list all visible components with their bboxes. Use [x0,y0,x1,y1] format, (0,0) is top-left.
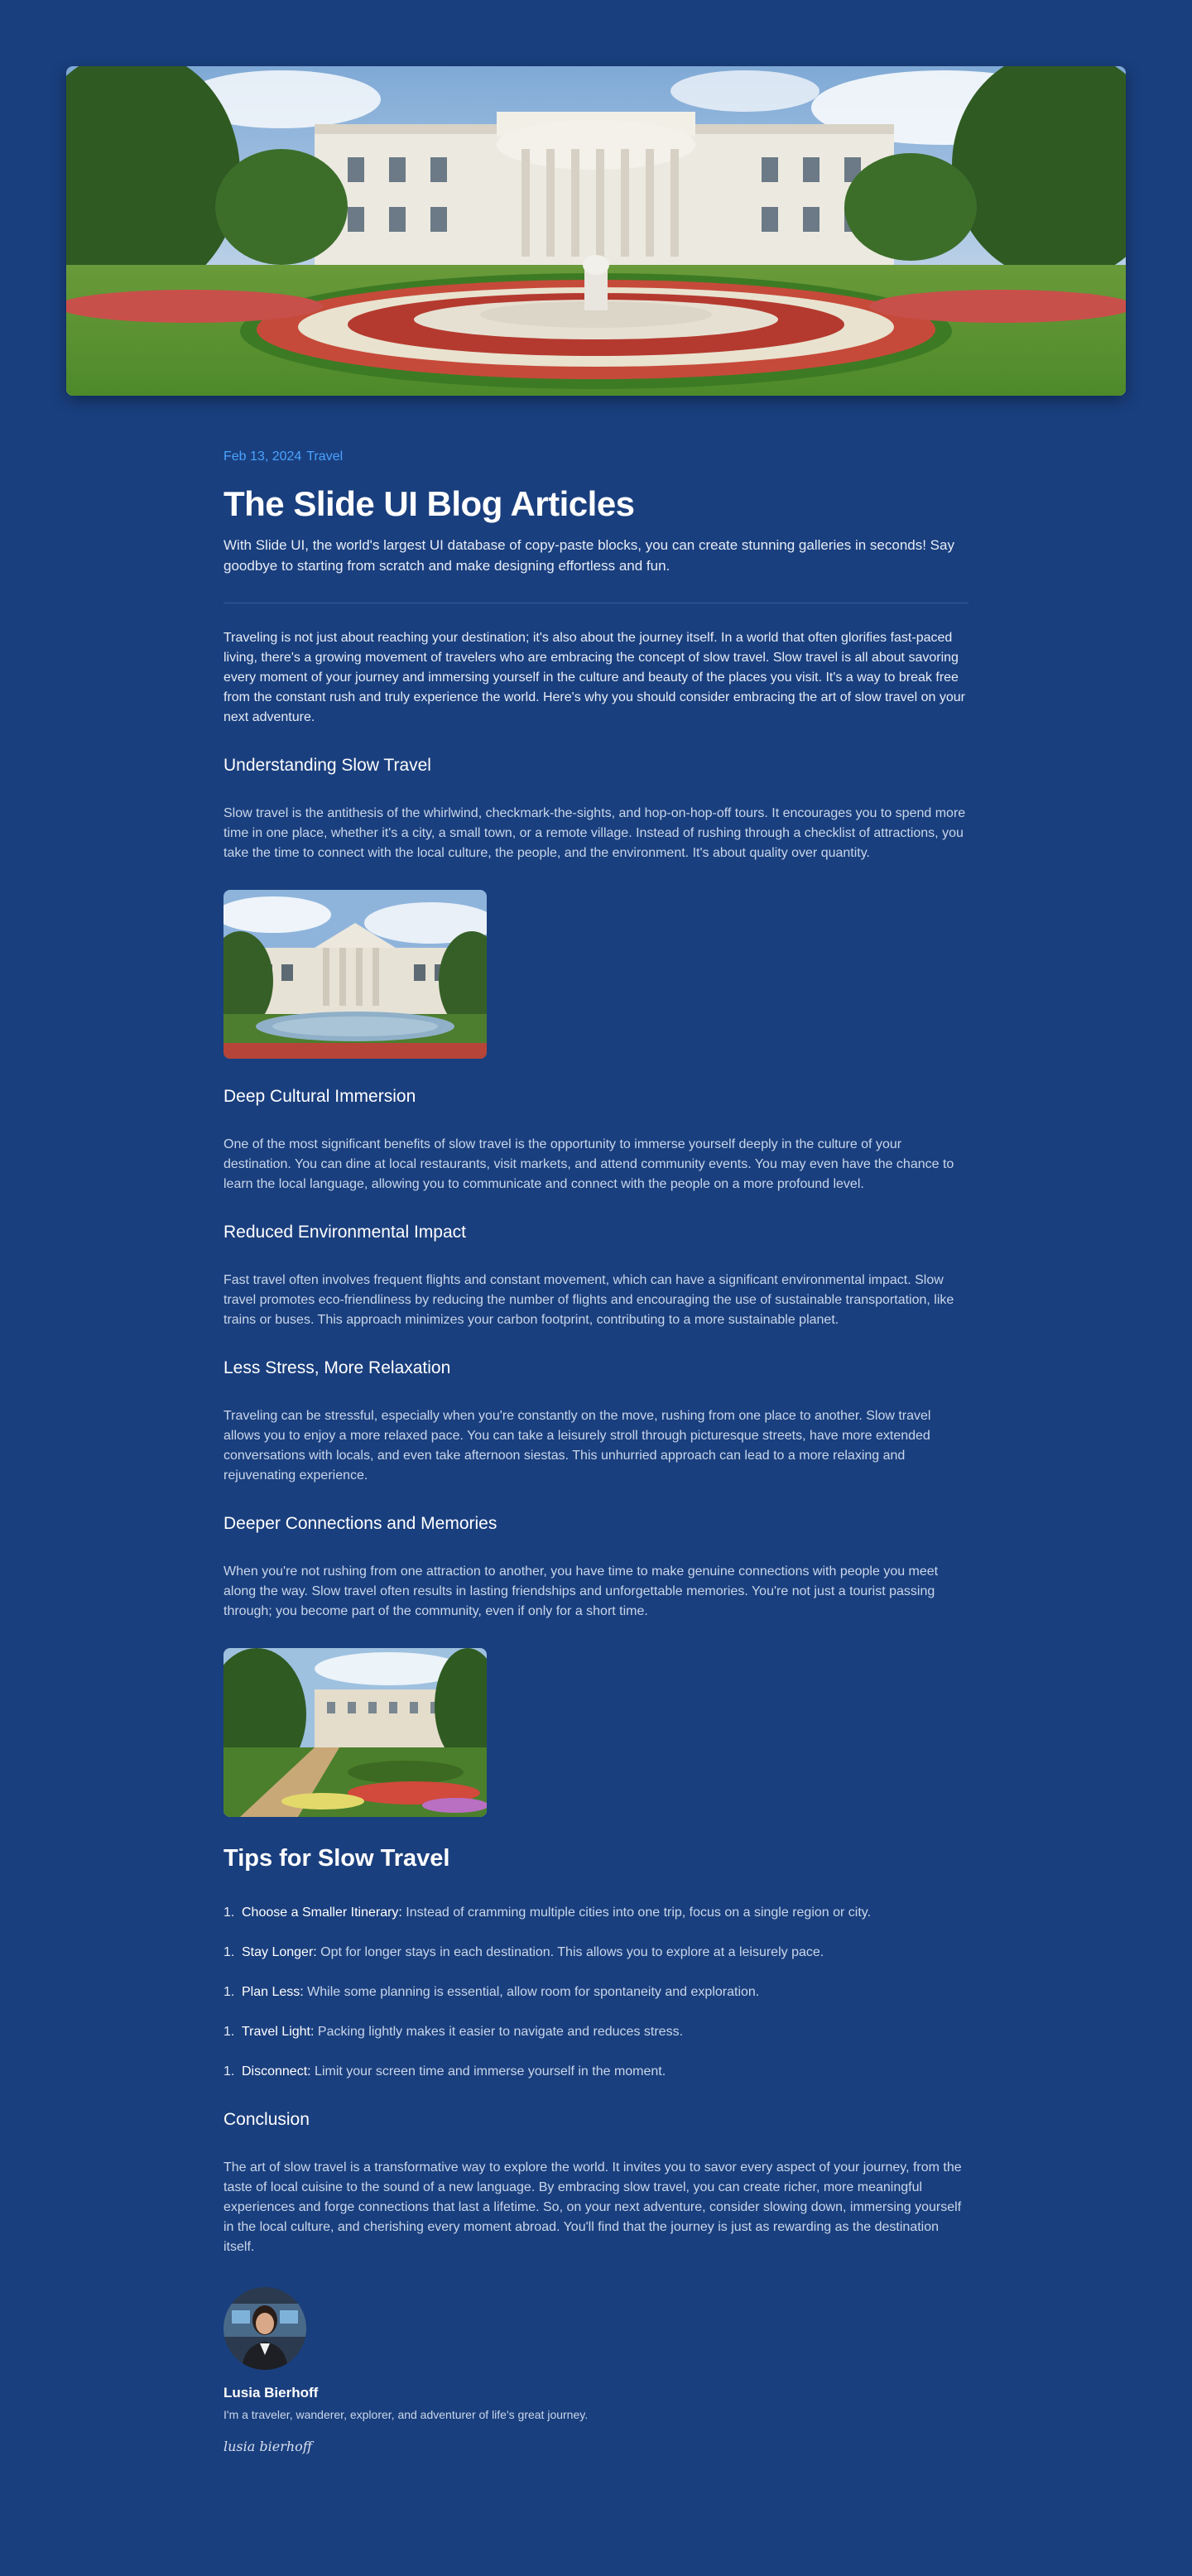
section-body: One of the most significant benefits of slow travel is the opportunity to immerse yourself deeply in the culture of your destination. You can dine at local restaurants, visit markets, and attend community events. You may even have the chance to learn the local language, allowing you to communicate and connect with the people on a more profound level. [223,1137,954,1191]
tip-label: Disconnect: [242,2064,311,2079]
article [223,447,968,2463]
tip-text: Packing lightly makes it easier to navigate and reduces stress. [314,2025,684,2039]
tip-item: 1. Disconnect: Limit your screen time and immerse yourself in the moment. [223,2064,666,2079]
tip-label: Choose a Smaller Itinerary: [242,1906,402,1920]
tip-text: While some planning is essential, allow room for spontaneity and exploration. [303,1985,760,1999]
tip-item: 1. Travel Light: Packing lightly makes it easier to navigate and reduces stress. [223,2025,684,2039]
tip-label: Stay Longer: [242,1945,317,1959]
tips-list [223,1903,968,2082]
hero-image [66,66,1126,396]
tip-label: Travel Light: [242,2025,315,2039]
tip-item: 1. Choose a Smaller Itinerary: Instead of cramming multiple cities into one trip, focus on a single region or city. [223,1906,872,1920]
author-signature [223,2429,323,2463]
section-heading: Understanding Slow Travel [223,756,431,775]
author-name: Lusia Bierhoff [223,2385,319,2401]
tip-item: 1. Stay Longer: Opt for longer stays in each destination. This allows you to explore at a leisurely pace. [223,1945,824,1959]
article-image-garden [223,1648,487,1817]
conclusion-body: The art of slow travel is a transformative way to explore the world. It invites you to savor every aspect of your journey, from the taste of local cuisine to the sound of a new language. By embracing slow travel, you can create richer, more meaningful experiences and forge connections that last a lifetime. So, on your next adventure, consider slowing down, immersing yourself in the local culture, and cherishing every moment abroad. You'll find that the journey is just as rewarding as the destination itself. [223,2160,962,2254]
tip-text: Instead of cramming multiple cities into one trip, focus on a single region or city. [401,1906,872,1920]
article-subtitle: With Slide UI, the world's largest UI database of copy-paste blocks, you can create stunning galleries in seconds! Say goodbye to starting from scratch and make designing effortless and fun. [223,537,954,574]
svg-text:lusia bierhoff: lusia bierhoff [223,2439,313,2454]
tip-text: Opt for longer stays in each destination. This allows you to explore at a leisurely pace. [316,1945,824,1959]
article-category-link[interactable]: Travel [306,449,344,464]
author-card [223,2287,968,2463]
conclusion-heading: Conclusion [223,2110,310,2129]
tip-text: Limit your screen time and immerse yourself in the moment. [310,2064,666,2079]
section-heading: Less Stress, More Relaxation [223,1358,451,1377]
tips-heading: Tips for Slow Travel [223,1845,450,1872]
section-body: Slow travel is the antithesis of the whirlwind, checkmark-the-sights, and hop-on-hop-off tours. It encourages you to spend more time in one place, whether it's a city, a small town, or a remote village. Instead of rushing through a checklist of attractions, you take the time to connect with the local culture, the people, and the environment. It's about quality over quantity. [223,806,966,860]
section-body: Traveling can be stressful, especially when you're constantly on the move, rushing from one place to another. Slow travel allows you to enjoy a more relaxed pace. You can take a leisurely stroll through picturesque streets, have more extended conversations with locals, and even take afternoon siestas. This unhurried approach can lead to a more relaxing and rejuvenating experience. [223,1409,931,1483]
section-body: When you're not rushing from one attraction to another, you have time to make genuine connections with people you meet along the way. Slow travel often results in lasting friendships and unforgettable memories. You're not just a tourist passing through; you become part of the community, even if only for a short time. [223,1564,939,1618]
article-image-mansion [223,890,487,1059]
section-heading: Reduced Environmental Impact [223,1223,466,1242]
section-heading: Deep Cultural Immersion [223,1087,416,1106]
section-body: Fast travel often involves frequent flights and constant movement, which can have a significant environmental impact. Slow travel promotes eco-friendliness by reducing the number of flights and encouraging the use of sustainable transportation, like trains or buses. This approach minimizes your carbon footprint, contributing to a more sustainable planet. [223,1273,954,1327]
article-date: Feb 13, 2024 [223,449,302,464]
author-bio: I'm a traveler, wanderer, explorer, and adventurer of life's great journey. [223,2408,589,2421]
tip-label: Plan Less: [242,1985,304,1999]
article-intro: Traveling is not just about reaching your destination; it's also about the journey itself. In a world that often glorifies fast-paced living, there's a growing movement of travelers who are embracing the concept of slow travel. Slow travel is all about savoring every moment of your journey and immersing yourself in the culture and beauty of the places you visit. It's a way to break free from the constant rush and truly experience the world. Here's why you should consider embracing the art of slow travel on your next adventure. [223,631,965,724]
avatar [223,2287,306,2370]
article-meta [223,447,968,467]
tip-item: 1. Plan Less: While some planning is essential, allow room for spontaneity and exploration. [223,1985,760,1999]
article-title: The Slide UI Blog Articles [223,484,635,523]
section-heading: Deeper Connections and Memories [223,1514,497,1533]
